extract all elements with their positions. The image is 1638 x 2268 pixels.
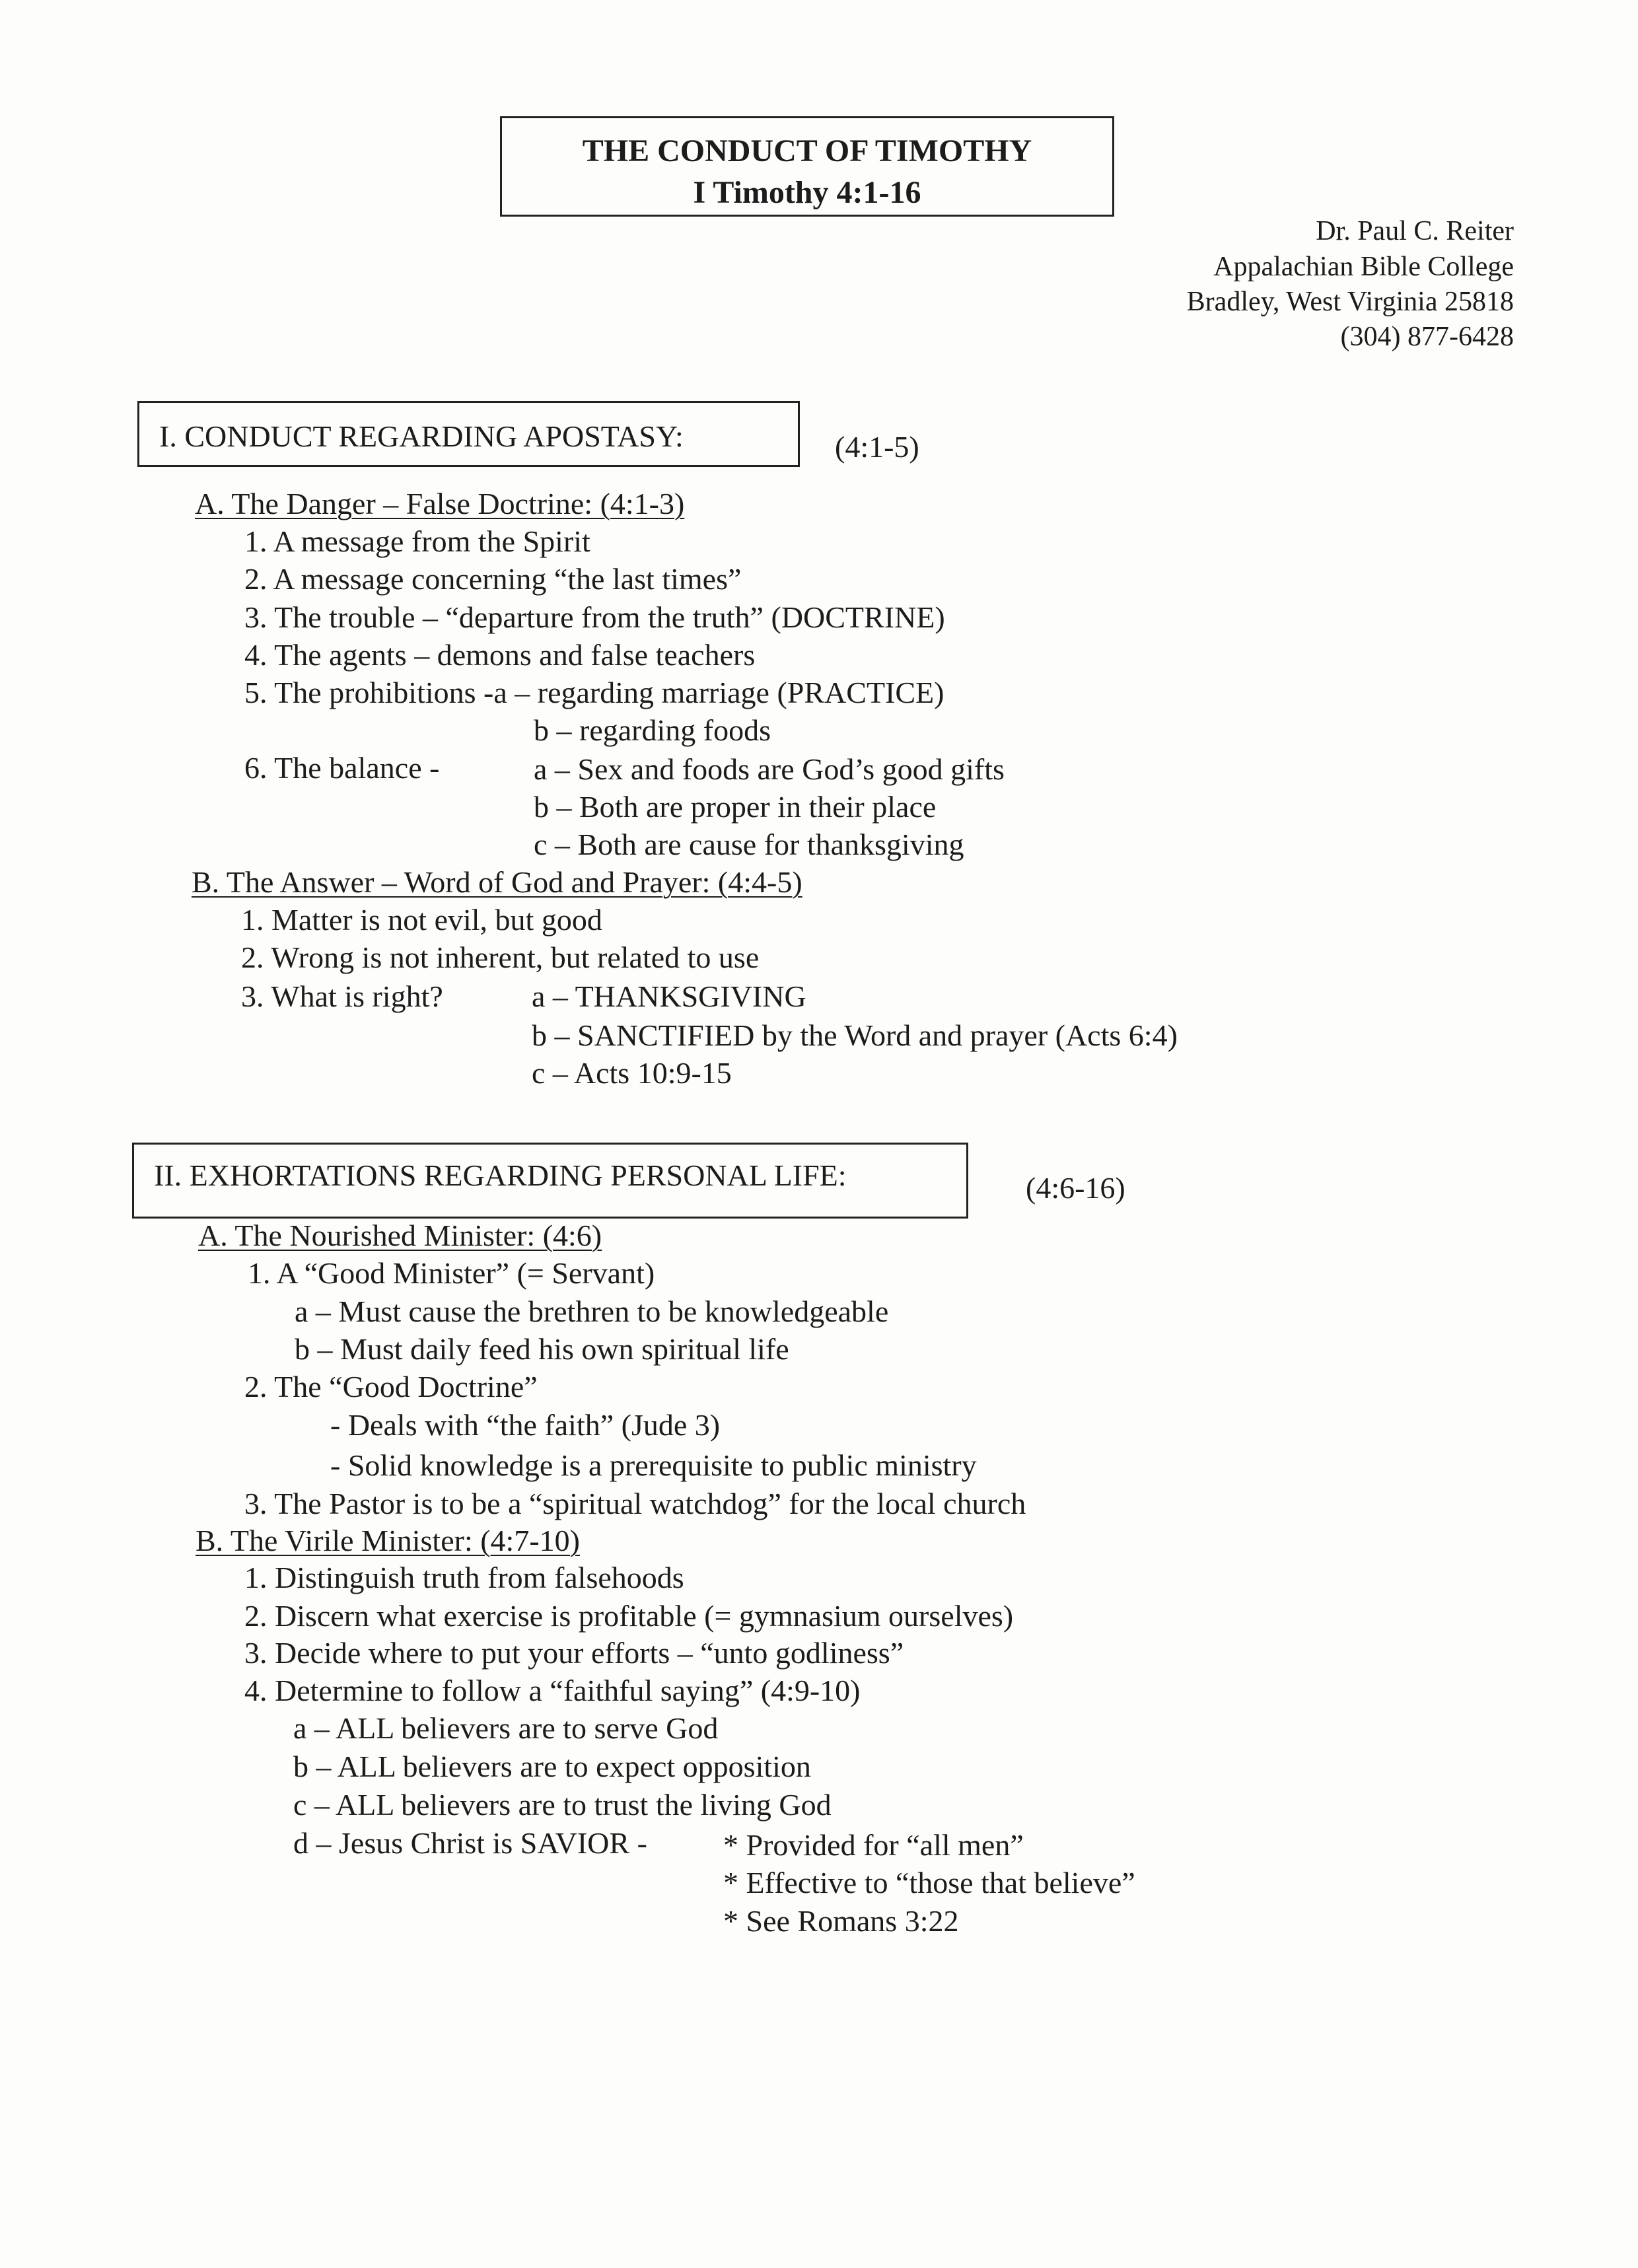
list-item: 2. Wrong is not inherent, but related to use [241,940,760,974]
list-item: 3. Decide where to put your efforts – “unto godliness” [244,1636,904,1670]
list-subitem: b – regarding foods [534,713,771,747]
list-item: 5. The prohibitions -a – regarding marriage (PRACTICE) [244,676,944,709]
subsection-1b-heading: B. The Answer – Word of God and Prayer: (4:4-5) [192,865,802,899]
list-item: 1. A message from the Spirit [244,524,590,558]
list-item: 4. Determine to follow a “faithful saying” (4:9-10) [244,1674,861,1707]
list-subitem: - Solid knowledge is a prerequisite to public ministry [330,1448,977,1482]
list-item: 6. The balance - [244,751,440,785]
list-subitem: - Deals with “the faith” (Jude 3) [330,1408,721,1442]
list-subitem: b – SANCTIFIED by the Word and prayer (Acts 6:4) [532,1018,1178,1052]
subsection-2a-heading: A. The Nourished Minister: (4:6) [198,1219,602,1252]
list-subitem: a – THANKSGIVING [532,979,806,1013]
list-subitem: c – ALL believers are to trust the living God [293,1788,832,1822]
list-item: 2. Discern what exercise is profitable (= gymnasium ourselves) [244,1599,1014,1633]
list-item: 2. A message concerning “the last times” [244,562,742,596]
list-subitem: b – ALL believers are to expect opposition [293,1750,811,1783]
author-institution: Appalachian Bible College [1213,252,1514,282]
subsection-2b-heading: B. The Virile Minister: (4:7-10) [196,1524,580,1557]
list-subitem: a – ALL believers are to serve God [293,1711,719,1745]
scripture-reference: I Timothy 4:1-16 [693,175,921,210]
list-subitem: c – Acts 10:9-15 [532,1056,732,1090]
section-2-heading: II. EXHORTATIONS REGARDING PERSONAL LIFE: [154,1158,847,1192]
list-item: 1. Matter is not evil, but good [241,903,602,937]
list-item: 1. Distinguish truth from falsehoods [244,1561,684,1594]
list-item: 1. A “Good Minister” (= Servant) [248,1256,655,1290]
list-item: 3. What is right? [241,979,443,1013]
list-subitem: * Effective to “those that believe” [723,1866,1135,1899]
list-subitem: b – Both are proper in their place [534,790,937,824]
author-address: Bradley, West Virginia 25818 [1186,287,1514,317]
list-item: 4. The agents – demons and false teachers [244,638,756,672]
document-title: THE CONDUCT OF TIMOTHY [582,133,1032,168]
list-subitem: * See Romans 3:22 [723,1904,959,1938]
list-subitem: a – Must cause the brethren to be knowledgeable [295,1294,889,1328]
list-item: 3. The Pastor is to be a “spiritual watchdog” for the local church [244,1487,1026,1520]
section-1-heading: I. CONDUCT REGARDING APOSTASY: [159,419,684,453]
section-2-heading-box [132,1143,968,1219]
subsection-1a-heading: A. The Danger – False Doctrine: (4:1-3) [195,487,685,520]
list-subitem: a – Sex and foods are God’s good gifts [534,752,1005,786]
section-1-heading-box [137,401,800,467]
list-subitem: c – Both are cause for thanksgiving [534,828,964,861]
author-phone: (304) 877-6428 [1340,322,1514,352]
section-1-ref: (4:1-5) [835,430,919,464]
title-box [500,116,1114,217]
list-item: 2. The “Good Doctrine” [244,1370,538,1403]
list-subitem: b – Must daily feed his own spiritual life [295,1332,789,1366]
section-2-ref: (4:6-16) [1026,1171,1125,1205]
list-item: 3. The trouble – “departure from the truth” (DOCTRINE) [244,600,945,634]
author-name: Dr. Paul C. Reiter [1316,216,1514,246]
list-subitem: * Provided for “all men” [723,1828,1024,1862]
list-subitem: d – Jesus Christ is SAVIOR - [293,1826,647,1860]
